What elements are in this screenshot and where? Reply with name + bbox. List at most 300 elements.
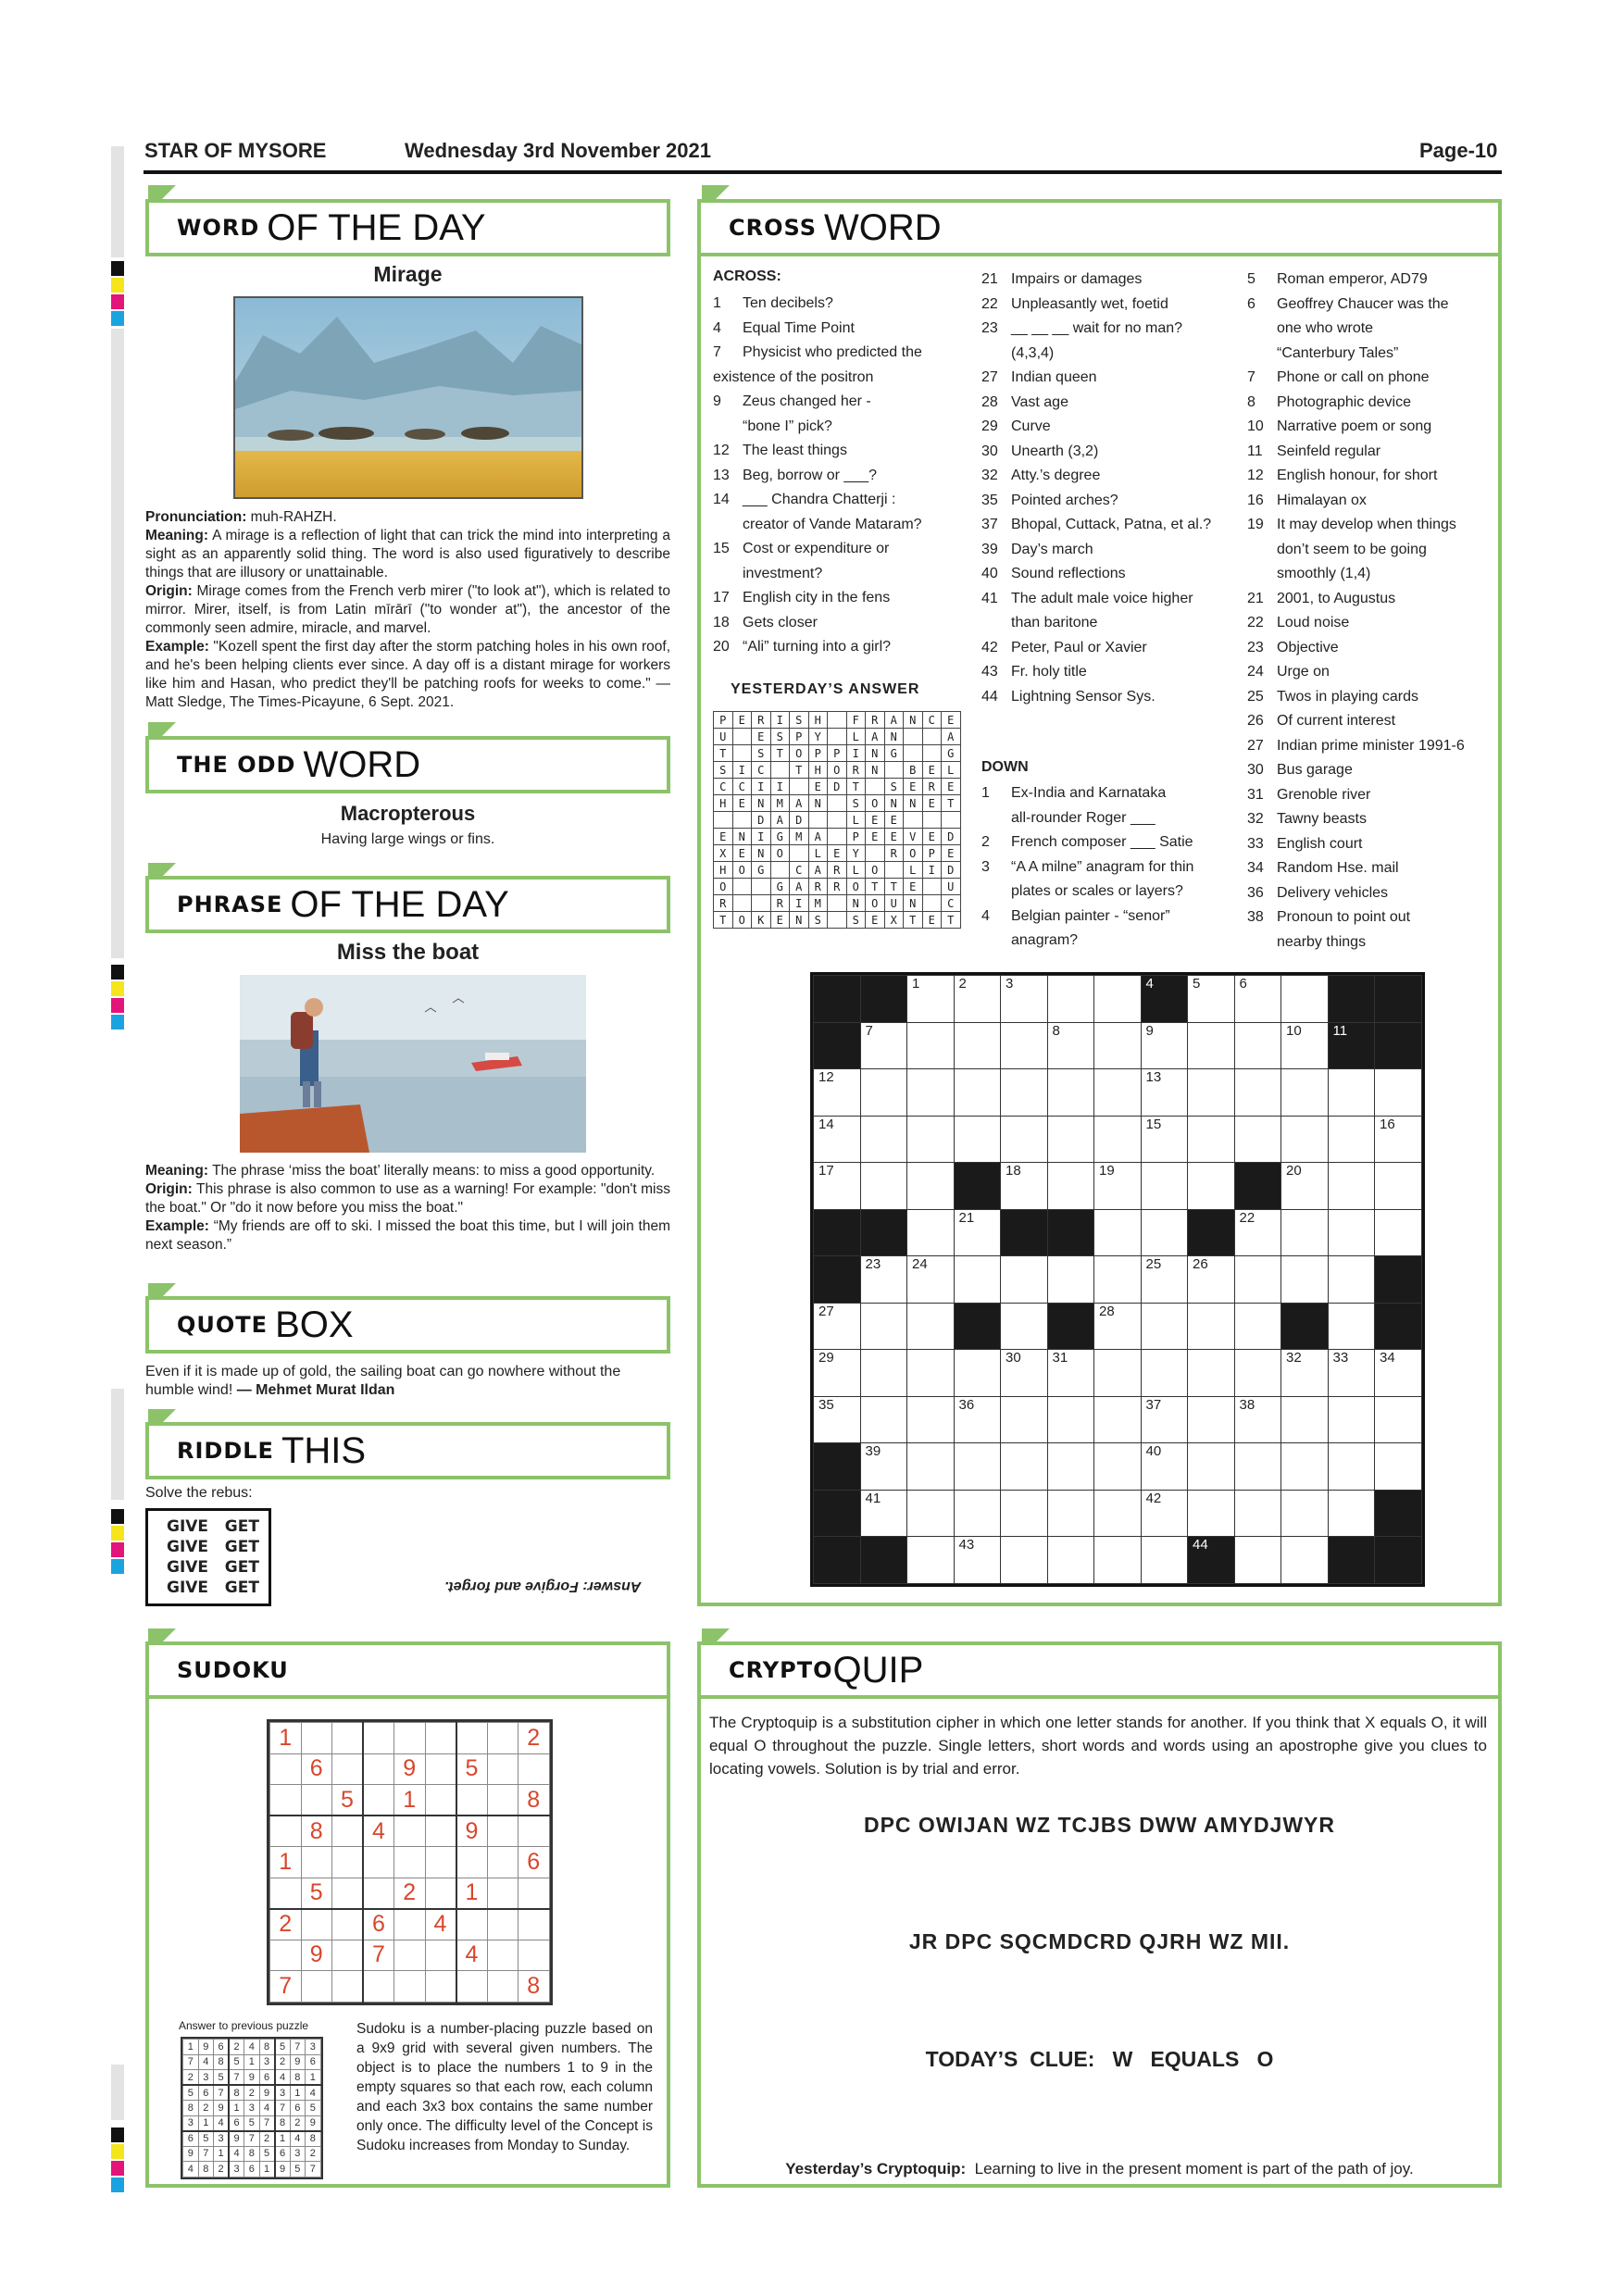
crossword-cell[interactable] bbox=[1188, 1490, 1235, 1537]
crossword-cell[interactable] bbox=[1328, 1490, 1375, 1537]
sudoku-cell[interactable] bbox=[301, 1723, 332, 1754]
clue-item bbox=[1247, 489, 1497, 514]
sudoku-cell[interactable] bbox=[394, 1847, 426, 1878]
clue-text: than baritone bbox=[1011, 615, 1098, 630]
clue-item bbox=[1247, 513, 1497, 538]
crossword-block bbox=[1328, 1537, 1375, 1584]
crossword-cell[interactable] bbox=[1001, 1537, 1048, 1584]
sudoku-cell: 5 bbox=[306, 2101, 321, 2116]
crossword-cell[interactable] bbox=[1328, 1209, 1375, 1256]
yesterday-cell: E bbox=[714, 829, 733, 845]
crossword-cell[interactable] bbox=[1001, 1303, 1048, 1350]
crossword-cell[interactable] bbox=[1281, 1022, 1329, 1069]
clue-item bbox=[981, 342, 1231, 367]
crossword-cell[interactable] bbox=[1047, 1443, 1094, 1491]
sudoku-cell[interactable] bbox=[487, 1723, 518, 1754]
clue-number: 12 bbox=[1247, 468, 1264, 483]
crossword-cell[interactable] bbox=[1234, 1116, 1281, 1163]
crossword-cell[interactable] bbox=[907, 1116, 955, 1163]
sudoku-cell: 4 bbox=[425, 1909, 456, 1940]
crossword-block bbox=[814, 1256, 861, 1304]
crossword-cell[interactable] bbox=[1047, 1396, 1094, 1443]
yesterday-cell: R bbox=[770, 895, 790, 912]
sudoku-cell: 4 bbox=[214, 2115, 230, 2131]
crossword-cell[interactable] bbox=[907, 1163, 955, 1210]
down-clues-col2 bbox=[1247, 268, 1497, 955]
crossword-cell[interactable] bbox=[1094, 1490, 1142, 1537]
crossword-cell[interactable] bbox=[860, 1163, 907, 1210]
phrase-illustration bbox=[240, 975, 586, 1153]
crossword-cell[interactable] bbox=[907, 1396, 955, 1443]
crossword-cell[interactable] bbox=[814, 1303, 861, 1350]
crossword-cell[interactable] bbox=[954, 1256, 1001, 1304]
sudoku-cell: 9 bbox=[301, 1940, 332, 1971]
crossword-cell[interactable] bbox=[1234, 1209, 1281, 1256]
crossword-cell[interactable] bbox=[814, 1396, 861, 1443]
clue-number: 4 bbox=[981, 907, 990, 924]
sudoku-cell[interactable] bbox=[456, 1723, 488, 1754]
sudoku-cell: 4 bbox=[275, 2070, 291, 2086]
crossword-cell[interactable] bbox=[1234, 1537, 1281, 1584]
crossword-cell[interactable] bbox=[860, 1443, 907, 1491]
clue-text: “A A milne” anagram for thin bbox=[1011, 858, 1194, 875]
riddle-answer-upside-down: Answer: Forgive and forget. bbox=[444, 1578, 642, 1594]
crossword-cell[interactable] bbox=[1328, 1069, 1375, 1117]
sudoku-cell[interactable] bbox=[487, 1816, 518, 1847]
sudoku-cell[interactable] bbox=[425, 1816, 456, 1847]
crossword-cell[interactable] bbox=[1001, 1443, 1048, 1491]
sudoku-cell: 9 bbox=[306, 2115, 321, 2131]
crossword-cell[interactable] bbox=[1001, 1163, 1048, 1210]
sudoku-cell[interactable] bbox=[425, 1723, 456, 1754]
crossword-cell[interactable] bbox=[1141, 1022, 1188, 1069]
crossword-cell[interactable] bbox=[954, 1350, 1001, 1397]
crossword-cell[interactable] bbox=[1047, 1256, 1094, 1304]
clue-item bbox=[713, 635, 958, 660]
crossword-cell[interactable] bbox=[1328, 1443, 1375, 1491]
sudoku-cell: 7 bbox=[214, 2085, 230, 2101]
sudoku-cell[interactable] bbox=[425, 1878, 456, 1909]
crossword-cell[interactable] bbox=[907, 1303, 955, 1350]
clue-number: 14 bbox=[713, 492, 730, 507]
crossword-cell[interactable] bbox=[1047, 1350, 1094, 1397]
crossword-cell[interactable] bbox=[954, 1116, 1001, 1163]
crossword-cell[interactable] bbox=[1328, 1350, 1375, 1397]
crossword-cell[interactable] bbox=[1001, 1350, 1048, 1397]
crossword-cell[interactable] bbox=[1047, 1022, 1094, 1069]
sudoku-cell[interactable] bbox=[487, 1940, 518, 1971]
sudoku-cell[interactable] bbox=[456, 1909, 488, 1940]
rebus-line: GIVE GET bbox=[167, 1558, 259, 1577]
clue-number: 38 bbox=[1247, 909, 1264, 925]
crossword-cell[interactable] bbox=[1001, 1116, 1048, 1163]
crossword-cell[interactable] bbox=[1141, 1116, 1188, 1163]
sudoku-cell[interactable] bbox=[456, 1847, 488, 1878]
sudoku-cell[interactable] bbox=[363, 1723, 394, 1754]
mirage-illustration bbox=[233, 296, 583, 499]
sudoku-cell: 1 bbox=[214, 2146, 230, 2162]
crossword-cell[interactable] bbox=[1234, 1443, 1281, 1491]
crossword-cell[interactable] bbox=[1094, 1209, 1142, 1256]
sudoku-cell[interactable] bbox=[270, 1878, 302, 1909]
sudoku-cell[interactable] bbox=[332, 1909, 364, 1940]
clue-text: Gets closer bbox=[743, 614, 818, 630]
crossword-cell[interactable] bbox=[1281, 1209, 1329, 1256]
crossword-cell[interactable] bbox=[1141, 1163, 1188, 1210]
crossword-cell[interactable] bbox=[814, 1069, 861, 1117]
cell-number: 11 bbox=[1332, 1022, 1348, 1039]
clue-text: __ __ __ wait for no man? bbox=[1011, 320, 1183, 336]
crossword-cell[interactable] bbox=[1375, 1443, 1422, 1491]
yesterday-cell: E bbox=[922, 795, 942, 812]
yesterday-cell: L bbox=[846, 862, 866, 879]
crossword-cell[interactable] bbox=[1281, 1256, 1329, 1304]
sudoku-cell[interactable] bbox=[363, 1847, 394, 1878]
cell-number: 19 bbox=[1099, 1163, 1115, 1179]
crossword-cell[interactable] bbox=[1188, 1022, 1235, 1069]
crossword-cell[interactable] bbox=[954, 1209, 1001, 1256]
crossword-cell[interactable] bbox=[907, 1209, 955, 1256]
down-clues-col1 bbox=[981, 781, 1231, 954]
crossword-block bbox=[1375, 1490, 1422, 1537]
yesterday-cell: E bbox=[732, 712, 752, 729]
crossword-cell[interactable] bbox=[1188, 1350, 1235, 1397]
crossword-cell[interactable] bbox=[1281, 1069, 1329, 1117]
crossword-cell[interactable] bbox=[1234, 1350, 1281, 1397]
sudoku-cell: 4 bbox=[244, 2040, 260, 2055]
crossword-cell[interactable] bbox=[1328, 1303, 1375, 1350]
crossword-cell[interactable] bbox=[907, 1443, 955, 1491]
crossword-cell[interactable] bbox=[1094, 1350, 1142, 1397]
crossword-cell[interactable] bbox=[1047, 1069, 1094, 1117]
crossword-cell[interactable] bbox=[954, 976, 1001, 1023]
crossword-cell[interactable] bbox=[1188, 1116, 1235, 1163]
crossword-cell[interactable] bbox=[1328, 1163, 1375, 1210]
sudoku-cell[interactable] bbox=[394, 1816, 426, 1847]
crossword-cell[interactable] bbox=[1234, 1256, 1281, 1304]
crossword-cell[interactable] bbox=[1141, 1256, 1188, 1304]
crossword-cell[interactable] bbox=[1141, 1443, 1188, 1491]
crossword-cell[interactable] bbox=[1001, 1069, 1048, 1117]
crossword-cell[interactable] bbox=[907, 1069, 955, 1117]
crossword-cell[interactable] bbox=[860, 1396, 907, 1443]
sudoku-cell: 7 bbox=[198, 2146, 214, 2162]
yesterday-cell: O bbox=[732, 912, 752, 929]
sudoku-cell[interactable] bbox=[456, 1785, 488, 1816]
sudoku-cell[interactable] bbox=[425, 1971, 456, 2003]
crossword-cell[interactable] bbox=[814, 1116, 861, 1163]
clue-text: Ex-India and Karnataka bbox=[1011, 785, 1167, 801]
sudoku-cell[interactable] bbox=[270, 1940, 302, 1971]
crossword-cell[interactable] bbox=[1001, 1396, 1048, 1443]
crossword-cell[interactable] bbox=[860, 1490, 907, 1537]
sudoku-cell[interactable] bbox=[487, 1878, 518, 1909]
clue-text: smoothly (1,4) bbox=[1277, 566, 1371, 581]
crossword-cell[interactable] bbox=[1188, 1443, 1235, 1491]
sudoku-cell[interactable] bbox=[332, 1753, 364, 1785]
crossword-cell[interactable] bbox=[907, 1256, 955, 1304]
sudoku-cell: 6 bbox=[306, 2054, 321, 2070]
cell-number: 32 bbox=[1286, 1350, 1302, 1366]
clue-text: Phone or call on phone bbox=[1277, 369, 1430, 385]
sudoku-cell[interactable] bbox=[394, 1971, 426, 2003]
yesterday-cell: E bbox=[828, 845, 847, 862]
sudoku-cell[interactable] bbox=[518, 1816, 550, 1847]
crossword-cell[interactable] bbox=[907, 1350, 955, 1397]
yesterday-cell bbox=[884, 862, 904, 879]
crossword-cell[interactable] bbox=[1094, 1256, 1142, 1304]
cryptoquip-line-2: JR DPC SQCMDCRD QJRH WZ MII. bbox=[908, 1929, 1291, 1953]
crossword-cell[interactable] bbox=[907, 1490, 955, 1537]
cell-number: 5 bbox=[1193, 976, 1201, 992]
crossword-cell[interactable] bbox=[1234, 976, 1281, 1023]
crossword-cell[interactable] bbox=[860, 1303, 907, 1350]
crossword-cell[interactable] bbox=[1141, 1069, 1188, 1117]
crossword-cell[interactable] bbox=[814, 1163, 861, 1210]
clue-text: English court bbox=[1277, 835, 1363, 852]
sudoku-cell[interactable] bbox=[487, 1971, 518, 2003]
crossword-block bbox=[1375, 976, 1422, 1023]
yesterday-cell bbox=[904, 729, 923, 745]
yesterday-cell: K bbox=[752, 912, 771, 929]
yesterday-cell bbox=[904, 812, 923, 829]
crossword-block bbox=[1281, 1303, 1329, 1350]
crossword-cell[interactable] bbox=[1001, 1022, 1048, 1069]
crossword-cell[interactable] bbox=[1094, 1116, 1142, 1163]
crossword-cell[interactable] bbox=[1001, 1256, 1048, 1304]
sudoku-cell[interactable] bbox=[332, 1723, 364, 1754]
sudoku-cell[interactable] bbox=[363, 1878, 394, 1909]
sudoku-cell[interactable] bbox=[518, 1940, 550, 1971]
crossword-cell[interactable] bbox=[1094, 1303, 1142, 1350]
crossword-cell[interactable] bbox=[860, 1022, 907, 1069]
crossword-cell[interactable] bbox=[1281, 1443, 1329, 1491]
yesterday-cell: N bbox=[904, 712, 923, 729]
crossword-cell[interactable] bbox=[860, 1350, 907, 1397]
crossword-cell[interactable] bbox=[1281, 1163, 1329, 1210]
crossword-cell[interactable] bbox=[860, 1256, 907, 1304]
sudoku-cell[interactable] bbox=[518, 1753, 550, 1785]
yesterday-cell bbox=[752, 879, 771, 895]
sudoku-cell[interactable] bbox=[518, 1909, 550, 1940]
cryptoquip-yesterday: Yesterday’s Cryptoquip: Learning to live in the present moment is part of the path of joy. bbox=[785, 2160, 1414, 2177]
crossword-cell[interactable] bbox=[1375, 1350, 1422, 1397]
sudoku-cell[interactable] bbox=[487, 1753, 518, 1785]
crossword-cell[interactable] bbox=[1281, 1116, 1329, 1163]
sudoku-cell[interactable] bbox=[487, 1909, 518, 1940]
sudoku-cell[interactable] bbox=[301, 1909, 332, 1940]
crossword-cell[interactable] bbox=[1141, 1303, 1188, 1350]
sudoku-cell[interactable] bbox=[456, 1971, 488, 2003]
sudoku-cell[interactable] bbox=[270, 1816, 302, 1847]
sudoku-cell[interactable] bbox=[301, 1971, 332, 2003]
crossword-cell[interactable] bbox=[1188, 1303, 1235, 1350]
crossword-cell[interactable] bbox=[907, 1022, 955, 1069]
sudoku-cell: 5 bbox=[244, 2115, 260, 2131]
crossword-cell[interactable] bbox=[1188, 976, 1235, 1023]
sudoku-cell[interactable] bbox=[270, 1785, 302, 1816]
yesterday-cell: D bbox=[752, 812, 771, 829]
sudoku-cell[interactable] bbox=[487, 1785, 518, 1816]
crossword-cell[interactable] bbox=[954, 1537, 1001, 1584]
clue-number: 6 bbox=[1247, 295, 1255, 312]
sudoku-cell[interactable] bbox=[332, 1878, 364, 1909]
crossword-cell[interactable] bbox=[907, 976, 955, 1023]
yesterday-cell: E bbox=[732, 845, 752, 862]
crossword-cell[interactable] bbox=[907, 1537, 955, 1584]
sudoku-cell[interactable] bbox=[363, 1753, 394, 1785]
cell-number: 35 bbox=[818, 1396, 834, 1413]
clue-number: 35 bbox=[981, 492, 998, 508]
crossword-cell[interactable] bbox=[1094, 1163, 1142, 1210]
yesterday-cell: O bbox=[790, 745, 809, 762]
sudoku-cell[interactable] bbox=[425, 1785, 456, 1816]
sudoku-cell[interactable] bbox=[394, 1909, 426, 1940]
clue-number: 1 bbox=[713, 295, 721, 311]
crossword-cell[interactable] bbox=[1047, 1490, 1094, 1537]
yesterday-cell: E bbox=[752, 729, 771, 745]
crossword-cell[interactable] bbox=[1375, 1209, 1422, 1256]
sudoku-cell[interactable] bbox=[363, 1785, 394, 1816]
crossword-cell[interactable] bbox=[860, 1116, 907, 1163]
crossword-cell[interactable] bbox=[1375, 1396, 1422, 1443]
sudoku-cell[interactable] bbox=[394, 1723, 426, 1754]
crossword-cell[interactable] bbox=[1375, 1116, 1422, 1163]
clue-text: Narrative poem or song bbox=[1277, 418, 1432, 434]
crossword-cell[interactable] bbox=[1094, 976, 1142, 1023]
registration-swatch bbox=[111, 965, 124, 980]
crossword-cell[interactable] bbox=[1047, 1537, 1094, 1584]
sudoku-cell[interactable] bbox=[332, 1940, 364, 1971]
crossword-cell[interactable] bbox=[1141, 1490, 1188, 1537]
crossword-cell[interactable] bbox=[954, 1396, 1001, 1443]
sudoku-cell: 8 bbox=[306, 2131, 321, 2147]
crossword-cell[interactable] bbox=[1188, 1069, 1235, 1117]
sudoku-cell[interactable] bbox=[301, 1847, 332, 1878]
crossword-cell[interactable] bbox=[1141, 1537, 1188, 1584]
crossword-cell[interactable] bbox=[814, 1350, 861, 1397]
crossword-cell[interactable] bbox=[1188, 1163, 1235, 1210]
crossword-cell[interactable] bbox=[1001, 1490, 1048, 1537]
registration-swatch bbox=[111, 2128, 124, 2142]
yesterday-answer-heading: YESTERDAY’S ANSWER bbox=[731, 681, 920, 697]
crossword-cell[interactable] bbox=[1094, 1537, 1142, 1584]
clue-item bbox=[981, 268, 1231, 293]
yesterday-cell: H bbox=[714, 795, 733, 812]
crossword-cell[interactable] bbox=[1234, 1303, 1281, 1350]
crossword-cell[interactable] bbox=[1141, 1350, 1188, 1397]
crossword-cell[interactable] bbox=[1094, 1443, 1142, 1491]
crossword-cell[interactable] bbox=[1281, 1350, 1329, 1397]
crossword-cell[interactable] bbox=[954, 1022, 1001, 1069]
crossword-cell[interactable] bbox=[860, 1069, 907, 1117]
sudoku-cell: 8 bbox=[183, 2101, 199, 2116]
crossword-cell[interactable] bbox=[954, 1443, 1001, 1491]
crossword-cell[interactable] bbox=[1281, 1396, 1329, 1443]
yesterday-cell: E bbox=[942, 779, 961, 795]
clue-text: Unpleasantly wet, foetid bbox=[1011, 295, 1168, 312]
sudoku-cell[interactable] bbox=[363, 1971, 394, 2003]
crossword-cell[interactable] bbox=[1234, 1069, 1281, 1117]
clue-item bbox=[713, 562, 958, 587]
crossword-cell[interactable] bbox=[1094, 1022, 1142, 1069]
crossword-cell[interactable] bbox=[954, 1069, 1001, 1117]
clue-text: Pronoun to point out bbox=[1277, 909, 1411, 925]
clue-text: nearby things bbox=[1277, 933, 1367, 950]
yesterday-cell: R bbox=[828, 862, 847, 879]
sudoku-cell[interactable] bbox=[518, 1878, 550, 1909]
crossword-cell[interactable] bbox=[1281, 1490, 1329, 1537]
crossword-cell[interactable] bbox=[1141, 1396, 1188, 1443]
crossword-cell[interactable] bbox=[1188, 1256, 1235, 1304]
crossword-cell[interactable] bbox=[1094, 1069, 1142, 1117]
sudoku-cell: 9 bbox=[275, 2162, 291, 2177]
clue-text: Belgian painter - “senor” bbox=[1011, 907, 1170, 924]
crossword-cell[interactable] bbox=[1047, 1163, 1094, 1210]
crossword-cell[interactable] bbox=[1234, 1022, 1281, 1069]
clue-text: Atty.’s degree bbox=[1011, 468, 1101, 483]
crossword-cell[interactable] bbox=[1047, 1116, 1094, 1163]
yesterday-cell: X bbox=[884, 912, 904, 929]
crossword-cell[interactable] bbox=[1001, 976, 1048, 1023]
crossword-cell[interactable] bbox=[1375, 1069, 1422, 1117]
sudoku-cell[interactable] bbox=[332, 1847, 364, 1878]
clue-number: 23 bbox=[981, 320, 998, 336]
sudoku-cell[interactable] bbox=[332, 1816, 364, 1847]
odd-word-word: Macropterous bbox=[340, 802, 476, 825]
crossword-cell[interactable] bbox=[1047, 976, 1094, 1023]
sudoku-cell[interactable] bbox=[270, 1753, 302, 1785]
crossword-cell[interactable] bbox=[1281, 1537, 1329, 1584]
yesterday-cell: L bbox=[904, 862, 923, 879]
clue-number: 32 bbox=[981, 468, 998, 483]
clue-item bbox=[981, 830, 1231, 855]
crossword-cell[interactable] bbox=[1328, 1256, 1375, 1304]
yesterday-cell: G bbox=[884, 745, 904, 762]
crossword-cell[interactable] bbox=[1281, 976, 1329, 1023]
clue-text: Lightning Sensor Sys. bbox=[1011, 688, 1156, 705]
crossword-cell[interactable] bbox=[1188, 1396, 1235, 1443]
yesterday-cell: I bbox=[770, 779, 790, 795]
crossword-cell[interactable] bbox=[1328, 1116, 1375, 1163]
riddle-prompt: Solve the rebus: bbox=[145, 1485, 253, 1501]
crossword-cell[interactable] bbox=[1328, 1396, 1375, 1443]
clue-text: Indian queen bbox=[1011, 369, 1097, 385]
clue-item bbox=[981, 587, 1231, 612]
sudoku-cell[interactable] bbox=[425, 1847, 456, 1878]
sudoku-cell[interactable] bbox=[487, 1847, 518, 1878]
sudoku-cell[interactable] bbox=[394, 1940, 426, 1971]
clue-text: Tawny beasts bbox=[1277, 811, 1367, 827]
sudoku-cell[interactable] bbox=[425, 1753, 456, 1785]
sudoku-cell[interactable] bbox=[425, 1940, 456, 1971]
sudoku-cell[interactable] bbox=[301, 1785, 332, 1816]
crossword-cell[interactable] bbox=[1094, 1396, 1142, 1443]
sudoku-cell: 4 bbox=[306, 2085, 321, 2101]
crossword-cell[interactable] bbox=[1141, 1209, 1188, 1256]
sudoku-cell: 2 bbox=[270, 1909, 302, 1940]
crossword-cell[interactable] bbox=[954, 1490, 1001, 1537]
crossword-block bbox=[954, 1163, 1001, 1210]
clue-item bbox=[981, 538, 1231, 563]
crossword-cell[interactable] bbox=[1234, 1490, 1281, 1537]
sudoku-cell: 4 bbox=[259, 2101, 275, 2116]
sudoku-cell[interactable] bbox=[332, 1971, 364, 2003]
registration-swatch bbox=[111, 311, 124, 326]
printer-gutter bbox=[111, 146, 124, 257]
crossword-cell[interactable] bbox=[1234, 1396, 1281, 1443]
crossword-cell[interactable] bbox=[1375, 1163, 1422, 1210]
